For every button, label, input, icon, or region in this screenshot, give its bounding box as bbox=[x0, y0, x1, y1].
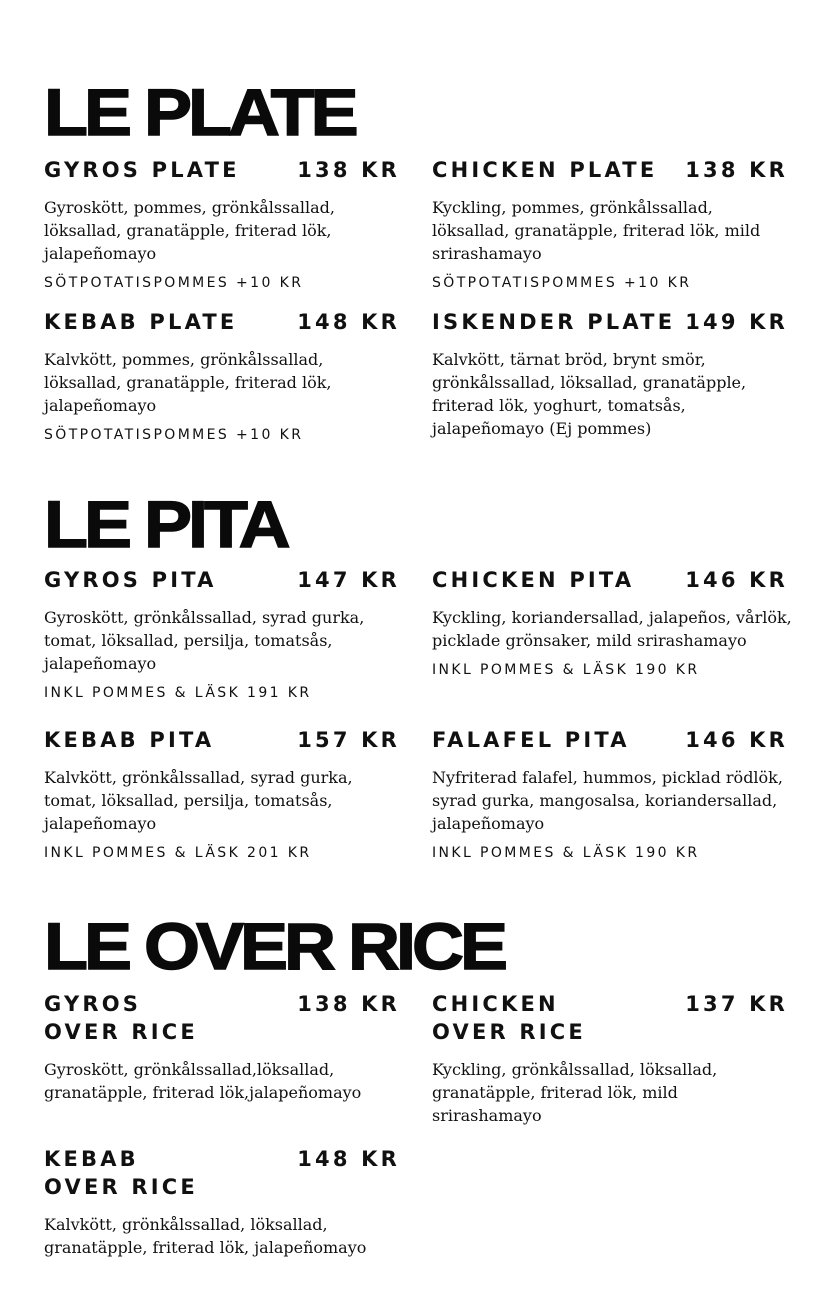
menu-item-gyros-plate bbox=[44, 156, 400, 291]
item-description: Kalvkött, pommes, grönkålssallad, löksallad, granatäpple, friterad lök, jalapeñomayo bbox=[44, 350, 332, 415]
item-header bbox=[44, 990, 400, 1048]
menu-item-chicken-plate bbox=[432, 156, 788, 291]
item-description: Kalvkött, tärnat bröd, brynt smör, grönkålssallad, löksallad, granatäpple, friterad lök, yoghurt, tomatsås, jalapeñomayo (Ej pommes) bbox=[432, 350, 747, 438]
item-description: Nyfriterad falafel, hummos, picklad rödlök, syrad gurka, mangosalsa, koriandersallad, jalapeñomayo bbox=[432, 768, 783, 833]
item-header bbox=[432, 156, 788, 186]
item-price: 138 KR bbox=[297, 992, 400, 1016]
item-name: GYROS PLATE bbox=[44, 158, 240, 182]
item-description: Gyroskött, grönkålssallad, syrad gurka, tomat, löksallad, persilja, tomatsås, jalapeñomayo bbox=[44, 608, 365, 673]
item-extra: INKL POMMES & LÄSK 191 KR bbox=[44, 685, 312, 701]
item-header bbox=[432, 990, 788, 1048]
menu-item-kebab-over-rice bbox=[44, 1145, 400, 1259]
item-extra: INKL POMMES & LÄSK 190 KR bbox=[432, 662, 700, 678]
item-name: CHICKEN bbox=[432, 992, 559, 1016]
item-extra: INKL POMMES & LÄSK 190 KR bbox=[432, 845, 700, 861]
item-header bbox=[44, 156, 400, 186]
item-name: KEBAB PLATE bbox=[44, 310, 238, 334]
item-extra: INKL POMMES & LÄSK 201 KR bbox=[44, 845, 312, 861]
item-price: 138 KR bbox=[685, 158, 788, 182]
item-name: GYROS bbox=[44, 992, 142, 1016]
menu-item-kebab-plate bbox=[44, 308, 400, 443]
item-name: FALAFEL PITA bbox=[432, 728, 630, 752]
item-header bbox=[44, 566, 400, 596]
item-name: ISKENDER PLATE bbox=[432, 310, 676, 334]
item-description: Kyckling, pommes, grönkålssallad, löksallad, granatäpple, friterad lök, mild srirashamayo bbox=[432, 198, 761, 263]
menu-item-falafel-pita bbox=[432, 726, 788, 861]
item-price: 148 KR bbox=[297, 1147, 400, 1171]
item-header bbox=[44, 1145, 400, 1203]
item-price: 146 KR bbox=[685, 568, 788, 592]
item-header bbox=[44, 726, 400, 756]
item-name: CHICKEN PITA bbox=[432, 568, 635, 592]
item-description: Gyroskött, pommes, grönkålssallad, löksallad, granatäpple, friterad lök, jalapeñomayo bbox=[44, 198, 335, 263]
item-price: 157 KR bbox=[297, 728, 400, 752]
item-extra: SÖTPOTATISPOMMES +10 KR bbox=[432, 275, 692, 291]
section-title-pita: LE PITA bbox=[44, 488, 287, 562]
item-description: Kalvkött, grönkålssallad, löksallad, granatäpple, friterad lök, jalapeñomayo bbox=[44, 1215, 367, 1257]
item-name-line2: OVER RICE bbox=[44, 1175, 198, 1199]
item-price: 138 KR bbox=[297, 158, 400, 182]
item-name-line2: OVER RICE bbox=[432, 1020, 586, 1044]
item-price: 148 KR bbox=[297, 310, 400, 334]
item-extra: SÖTPOTATISPOMMES +10 KR bbox=[44, 275, 304, 291]
item-price: 149 KR bbox=[685, 310, 788, 334]
item-header bbox=[432, 726, 788, 756]
menu-item-gyros-over-rice bbox=[44, 990, 400, 1104]
item-description: Kyckling, koriandersallad, jalapeños, vårlök, picklade grönsaker, mild srirashamayo bbox=[432, 608, 792, 650]
item-name: KEBAB PITA bbox=[44, 728, 215, 752]
menu-item-iskender-plate bbox=[432, 308, 788, 440]
item-price: 137 KR bbox=[685, 992, 788, 1016]
item-name: KEBAB bbox=[44, 1147, 139, 1171]
item-description: Gyroskött, grönkålssallad,löksallad, granatäpple, friterad lök,jalapeñomayo bbox=[44, 1060, 362, 1102]
item-header bbox=[44, 308, 400, 338]
item-name: GYROS PITA bbox=[44, 568, 217, 592]
item-price: 147 KR bbox=[297, 568, 400, 592]
item-name-line2: OVER RICE bbox=[44, 1020, 198, 1044]
item-description: Kyckling, grönkålssallad, löksallad, granatäpple, friterad lök, mild srirashamayo bbox=[432, 1060, 718, 1125]
item-extra: SÖTPOTATISPOMMES +10 KR bbox=[44, 427, 304, 443]
menu-item-chicken-pita bbox=[432, 566, 792, 678]
menu-item-chicken-over-rice bbox=[432, 990, 788, 1127]
menu-item-gyros-pita bbox=[44, 566, 400, 701]
menu-item-kebab-pita bbox=[44, 726, 400, 861]
item-header bbox=[432, 566, 788, 596]
item-description: Kalvkött, grönkålssallad, syrad gurka, tomat, löksallad, persilja, tomatsås, jalapeñomayo bbox=[44, 768, 353, 833]
section-title-plate: LE PLATE bbox=[44, 76, 355, 150]
item-price: 146 KR bbox=[685, 728, 788, 752]
item-header bbox=[432, 308, 788, 338]
item-name: CHICKEN PLATE bbox=[432, 158, 658, 182]
section-title-over-rice: LE OVER RICE bbox=[44, 910, 505, 984]
